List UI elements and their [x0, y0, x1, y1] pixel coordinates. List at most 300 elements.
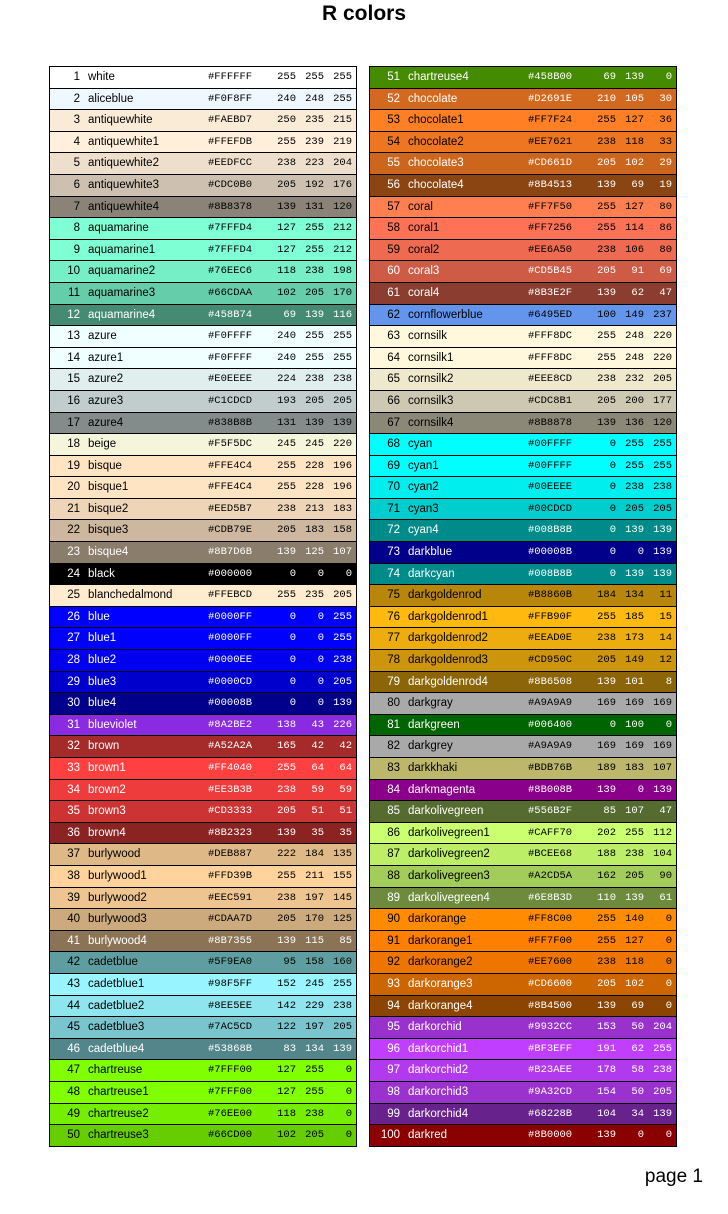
color-r: 238 — [597, 135, 616, 148]
color-hex: #76EE00 — [208, 1107, 253, 1120]
color-r: 139 — [597, 675, 616, 688]
color-num: 91 — [387, 934, 400, 947]
color-b: 219 — [333, 135, 352, 148]
color-b: 0 — [665, 71, 672, 83]
color-name: azure3 — [88, 394, 124, 407]
color-num: 61 — [387, 286, 400, 299]
color-g: 255 — [305, 330, 324, 343]
color-r: 110 — [597, 891, 616, 904]
color-hex: #F5F5DC — [208, 438, 253, 451]
color-num: 54 — [387, 135, 400, 148]
color-r: 0 — [609, 524, 616, 537]
color-g: 0 — [317, 654, 324, 667]
color-g: 101 — [625, 675, 644, 688]
color-num: 35 — [67, 805, 80, 818]
color-b: 204 — [333, 157, 352, 170]
color-r: 118 — [277, 265, 296, 278]
color-row-black — [50, 564, 356, 586]
color-g: 245 — [305, 438, 324, 451]
color-name: burlywood — [88, 848, 141, 861]
color-hex: #8B4513 — [528, 178, 573, 191]
color-name: darkgoldenrod1 — [408, 610, 488, 623]
color-name: darkorange2 — [408, 956, 473, 969]
color-row-darkgoldenrod4 — [370, 672, 676, 694]
color-row-cornsilk3 — [370, 391, 676, 413]
color-g: 139 — [305, 308, 324, 321]
color-g: 183 — [625, 762, 644, 774]
color-hex: #8B8878 — [528, 416, 573, 429]
color-num: 85 — [387, 805, 400, 818]
color-row-darkorchid — [370, 1017, 676, 1039]
color-num: 71 — [387, 502, 400, 515]
color-r: 224 — [277, 373, 296, 386]
color-r: 205 — [277, 524, 296, 537]
color-r: 178 — [597, 1064, 616, 1077]
color-row-chartreuse4 — [370, 67, 676, 89]
color-num: 68 — [387, 438, 400, 451]
color-num: 4 — [73, 135, 80, 148]
color-r: 255 — [597, 351, 616, 364]
color-hex: #000000 — [208, 567, 253, 580]
color-name: black — [88, 567, 115, 580]
color-b: 0 — [345, 567, 352, 580]
color-name: azure2 — [88, 373, 124, 386]
color-num: 41 — [67, 934, 80, 947]
color-hex: #00EEEE — [528, 481, 573, 494]
color-hex: #5F9EA0 — [208, 956, 253, 969]
color-row-darkred — [370, 1125, 676, 1147]
color-row-darkcyan — [370, 564, 676, 586]
color-g: 64 — [311, 762, 324, 774]
color-hex: #CD3333 — [208, 805, 253, 818]
color-name: darkgreen — [408, 718, 460, 731]
color-row-aquamarine — [50, 218, 356, 240]
color-r: 193 — [277, 394, 296, 407]
color-num: 40 — [67, 913, 80, 926]
color-name: azure1 — [88, 351, 124, 364]
color-num: 33 — [67, 762, 80, 774]
color-r: 152 — [277, 977, 296, 990]
color-g: 102 — [625, 977, 644, 990]
color-num: 43 — [67, 977, 80, 990]
color-num: 49 — [67, 1107, 80, 1120]
color-hex: #B23AEE — [528, 1064, 573, 1077]
color-g: 232 — [625, 373, 644, 386]
color-r: 184 — [597, 589, 616, 602]
color-row-antiquewhite4 — [50, 197, 356, 219]
color-b: 0 — [665, 977, 672, 990]
color-num: 38 — [67, 869, 80, 882]
color-b: 116 — [333, 308, 352, 321]
color-b: 64 — [339, 762, 352, 774]
color-num: 66 — [387, 394, 400, 407]
color-hex: #FFE4C4 — [208, 481, 253, 494]
color-name: aquamarine3 — [88, 286, 156, 299]
color-num: 55 — [387, 157, 400, 170]
color-row-cyan — [370, 434, 676, 456]
color-r: 118 — [277, 1107, 296, 1120]
color-g: 50 — [631, 1085, 644, 1098]
color-g: 255 — [625, 459, 644, 472]
color-r: 245 — [277, 438, 296, 451]
color-hex: #FFEBCD — [208, 589, 253, 602]
color-g: 197 — [305, 1021, 324, 1034]
color-num: 25 — [67, 589, 80, 602]
color-hex: #EE6A50 — [528, 243, 573, 256]
color-r: 205 — [597, 977, 616, 990]
color-num: 82 — [387, 740, 400, 753]
color-num: 22 — [67, 524, 80, 537]
color-name: aliceblue — [88, 92, 134, 105]
color-row-cadetblue1 — [50, 974, 356, 996]
color-b: 139 — [653, 524, 672, 537]
color-r: 255 — [597, 610, 616, 623]
color-row-cyan4 — [370, 520, 676, 542]
color-g: 131 — [305, 200, 324, 213]
color-b: 19 — [659, 178, 672, 191]
color-r: 240 — [277, 351, 296, 364]
color-b: 139 — [653, 546, 672, 559]
color-b: 69 — [659, 265, 672, 278]
color-row-darkgoldenrod3 — [370, 650, 676, 672]
color-g: 213 — [305, 502, 324, 515]
color-r: 205 — [277, 805, 296, 818]
color-row-darkorange1 — [370, 931, 676, 953]
color-num: 58 — [387, 222, 400, 235]
color-row-blue3 — [50, 672, 356, 694]
color-b: 33 — [659, 135, 672, 148]
color-name: darkolivegreen1 — [408, 826, 490, 839]
color-row-brown1 — [50, 758, 356, 780]
color-num: 97 — [387, 1064, 400, 1077]
color-g: 69 — [631, 999, 644, 1012]
color-num: 8 — [73, 222, 80, 235]
color-hex: #7FFF00 — [208, 1085, 253, 1098]
color-g: 43 — [311, 718, 324, 731]
color-g: 205 — [625, 869, 644, 882]
color-r: 127 — [277, 243, 296, 256]
color-name: brown — [88, 740, 120, 753]
color-g: 223 — [305, 157, 324, 170]
color-row-brown2 — [50, 780, 356, 802]
color-hex: #00008B — [528, 546, 573, 559]
color-b: 139 — [653, 1107, 672, 1120]
color-name: brown1 — [88, 762, 126, 774]
color-hex: #008B8B — [528, 524, 573, 537]
color-hex: #B8860B — [528, 589, 573, 602]
color-hex: #556B2F — [528, 805, 573, 818]
color-r: 0 — [289, 697, 296, 710]
color-name: blueviolet — [88, 718, 137, 731]
color-hex: #CDAA7D — [208, 913, 253, 926]
color-num: 84 — [387, 783, 400, 796]
color-row-darkorange4 — [370, 996, 676, 1018]
color-table-right — [369, 66, 677, 1147]
color-name: cornsilk2 — [408, 373, 454, 386]
color-num: 31 — [67, 718, 80, 731]
color-hex: #A52A2A — [208, 740, 253, 753]
color-r: 255 — [597, 330, 616, 343]
color-num: 81 — [387, 718, 400, 731]
color-b: 205 — [653, 373, 672, 386]
color-r: 139 — [597, 286, 616, 299]
color-r: 0 — [609, 481, 616, 494]
color-hex: #0000CD — [208, 675, 253, 688]
color-name: coral4 — [408, 286, 440, 299]
color-num: 6 — [73, 178, 80, 191]
color-r: 191 — [597, 1042, 616, 1055]
color-b: 158 — [333, 524, 352, 537]
color-b: 86 — [659, 222, 672, 235]
color-b: 220 — [333, 438, 352, 451]
color-name: aquamarine2 — [88, 265, 156, 278]
color-row-darkgray — [370, 693, 676, 715]
color-r: 0 — [609, 546, 616, 559]
color-g: 50 — [631, 1021, 644, 1034]
color-g: 102 — [625, 157, 644, 170]
color-row-bisque4 — [50, 542, 356, 564]
color-hex: #DEB887 — [208, 848, 253, 861]
color-b: 205 — [653, 1085, 672, 1098]
color-b: 255 — [333, 92, 352, 105]
color-hex: #CDC8B1 — [528, 394, 573, 407]
color-num: 19 — [67, 459, 80, 472]
color-r: 255 — [597, 913, 616, 926]
color-g: 205 — [305, 394, 324, 407]
color-g: 205 — [625, 502, 644, 515]
color-num: 46 — [67, 1042, 80, 1055]
color-name: darkblue — [408, 546, 453, 559]
color-num: 17 — [67, 416, 80, 429]
color-g: 192 — [305, 178, 324, 191]
color-b: 80 — [659, 200, 672, 213]
color-r: 0 — [609, 567, 616, 580]
color-row-antiquewhite3 — [50, 175, 356, 197]
color-b: 112 — [653, 826, 672, 839]
color-hex: #A2CD5A — [528, 869, 573, 882]
color-g: 200 — [625, 394, 644, 407]
color-r: 255 — [597, 200, 616, 213]
color-r: 238 — [277, 157, 296, 170]
color-g: 118 — [625, 956, 644, 969]
color-num: 23 — [67, 546, 80, 559]
color-name: cyan2 — [408, 481, 439, 494]
color-hex: #FFF8DC — [528, 330, 573, 343]
color-b: 0 — [345, 1085, 352, 1098]
color-r: 0 — [609, 718, 616, 731]
color-b: 196 — [333, 459, 352, 472]
color-row-darkorchid2 — [370, 1060, 676, 1082]
color-num: 44 — [67, 999, 80, 1012]
color-g: 0 — [317, 675, 324, 688]
color-hex: #F0F8FF — [208, 92, 253, 105]
color-b: 205 — [333, 394, 352, 407]
color-r: 255 — [277, 589, 296, 602]
color-name: darkgoldenrod4 — [408, 675, 488, 688]
color-name: chocolate — [408, 92, 458, 105]
color-num: 9 — [73, 243, 80, 256]
color-row-blueviolet — [50, 715, 356, 737]
color-hex: #BCEE68 — [528, 848, 573, 861]
color-row-darkorange — [370, 909, 676, 931]
color-r: 139 — [277, 546, 296, 559]
color-g: 136 — [625, 416, 644, 429]
color-g: 255 — [305, 71, 324, 83]
color-row-darkolivegreen4 — [370, 888, 676, 910]
color-g: 169 — [625, 740, 644, 753]
color-b: 107 — [333, 546, 352, 559]
page-number: page 1 — [644, 1166, 703, 1187]
color-g: 139 — [625, 71, 644, 83]
color-hex: #EE7600 — [528, 956, 573, 969]
color-name: cadetblue4 — [88, 1042, 145, 1055]
color-g: 127 — [625, 200, 644, 213]
color-name: darkolivegreen2 — [408, 848, 490, 861]
color-row-darkkhaki — [370, 758, 676, 780]
color-num: 74 — [387, 567, 400, 580]
color-r: 255 — [277, 71, 296, 83]
color-row-chartreuse — [50, 1060, 356, 1082]
color-num: 2 — [73, 92, 80, 105]
color-name: darkgoldenrod — [408, 589, 482, 602]
color-g: 248 — [305, 92, 324, 105]
color-b: 212 — [333, 222, 352, 235]
color-num: 75 — [387, 589, 400, 602]
color-r: 153 — [597, 1021, 616, 1034]
color-row-blanchedalmond — [50, 585, 356, 607]
color-num: 64 — [387, 351, 400, 364]
color-hex: #FFB90F — [528, 610, 573, 623]
color-num: 24 — [67, 567, 80, 580]
color-g: 149 — [625, 308, 644, 321]
color-b: 0 — [345, 1107, 352, 1120]
color-name: darkorchid3 — [408, 1085, 469, 1098]
color-b: 59 — [339, 783, 352, 796]
color-name: cornsilk3 — [408, 394, 454, 407]
color-hex: #68228B — [528, 1107, 573, 1120]
color-g: 105 — [625, 92, 644, 105]
color-row-chocolate3 — [370, 153, 676, 175]
color-hex: #EE3B3B — [208, 783, 253, 796]
color-row-blue2 — [50, 650, 356, 672]
color-b: 170 — [333, 286, 352, 299]
color-b: 255 — [333, 330, 352, 343]
color-name: bisque2 — [88, 502, 129, 515]
color-r: 127 — [277, 1085, 296, 1098]
color-r: 131 — [277, 416, 296, 429]
color-row-cornsilk2 — [370, 369, 676, 391]
color-r: 142 — [277, 999, 296, 1012]
color-num: 69 — [387, 459, 400, 472]
color-hex: #CDB79E — [208, 524, 253, 537]
color-num: 88 — [387, 869, 400, 882]
color-num: 18 — [67, 438, 80, 451]
color-hex: #EED5B7 — [208, 502, 253, 515]
color-num: 11 — [68, 286, 80, 299]
color-g: 183 — [305, 524, 324, 537]
color-name: coral3 — [408, 265, 440, 278]
color-b: 61 — [659, 891, 672, 904]
color-b: 42 — [339, 740, 352, 753]
color-row-cornsilk1 — [370, 348, 676, 370]
color-hex: #FF7256 — [528, 222, 573, 235]
color-name: cyan4 — [408, 524, 439, 537]
color-name: darkolivegreen4 — [408, 891, 490, 904]
color-g: 248 — [625, 330, 644, 343]
color-name: chartreuse3 — [88, 1129, 149, 1142]
color-r: 205 — [277, 178, 296, 191]
color-g: 127 — [625, 934, 644, 947]
color-hex: #C1CDCD — [208, 394, 253, 407]
color-row-aquamarine4 — [50, 305, 356, 327]
color-num: 20 — [67, 481, 80, 494]
color-row-cornflowerblue — [370, 305, 676, 327]
color-b: 36 — [659, 114, 672, 127]
color-name: azure — [88, 330, 117, 343]
color-row-bisque2 — [50, 499, 356, 521]
color-r: 0 — [609, 438, 616, 451]
color-num: 10 — [67, 265, 80, 278]
color-hex: #9A32CD — [528, 1085, 573, 1098]
color-row-cornsilk — [370, 326, 676, 348]
color-r: 139 — [597, 783, 616, 796]
color-r: 138 — [277, 718, 296, 731]
color-r: 238 — [277, 783, 296, 796]
color-r: 169 — [597, 740, 616, 753]
color-b: 90 — [659, 869, 672, 882]
color-b: 30 — [659, 92, 672, 105]
color-r: 238 — [597, 373, 616, 386]
color-num: 70 — [387, 481, 400, 494]
color-row-bisque — [50, 456, 356, 478]
color-b: 177 — [653, 394, 672, 407]
color-row-chocolate2 — [370, 132, 676, 154]
color-b: 120 — [333, 200, 352, 213]
page-title: R colors — [321, 2, 407, 25]
color-g: 114 — [625, 222, 644, 235]
color-r: 255 — [597, 222, 616, 235]
color-num: 29 — [67, 675, 80, 688]
color-r: 255 — [277, 481, 296, 494]
color-g: 139 — [625, 524, 644, 537]
color-g: 139 — [625, 891, 644, 904]
color-b: 139 — [333, 697, 352, 710]
color-num: 79 — [387, 675, 400, 688]
color-name: coral — [408, 200, 433, 213]
color-name: burlywood3 — [88, 913, 147, 926]
color-hex: #FFE4C4 — [208, 459, 253, 472]
color-b: 176 — [333, 178, 352, 191]
color-num: 53 — [387, 114, 400, 127]
color-b: 238 — [333, 654, 352, 667]
color-name: azure4 — [88, 416, 124, 429]
color-g: 0 — [637, 1129, 644, 1142]
color-b: 51 — [339, 805, 352, 818]
color-r: 189 — [597, 762, 616, 774]
color-g: 0 — [317, 610, 324, 623]
color-row-burlywood3 — [50, 909, 356, 931]
color-hex: #FFFFFF — [208, 71, 253, 83]
color-g: 245 — [305, 977, 324, 990]
color-r: 139 — [597, 416, 616, 429]
color-row-darkorange3 — [370, 974, 676, 996]
color-g: 205 — [305, 286, 324, 299]
color-b: 85 — [339, 934, 352, 947]
color-b: 198 — [333, 265, 352, 278]
color-g: 205 — [305, 1129, 324, 1142]
color-hex: #FF4040 — [208, 762, 253, 774]
color-num: 62 — [387, 308, 400, 321]
